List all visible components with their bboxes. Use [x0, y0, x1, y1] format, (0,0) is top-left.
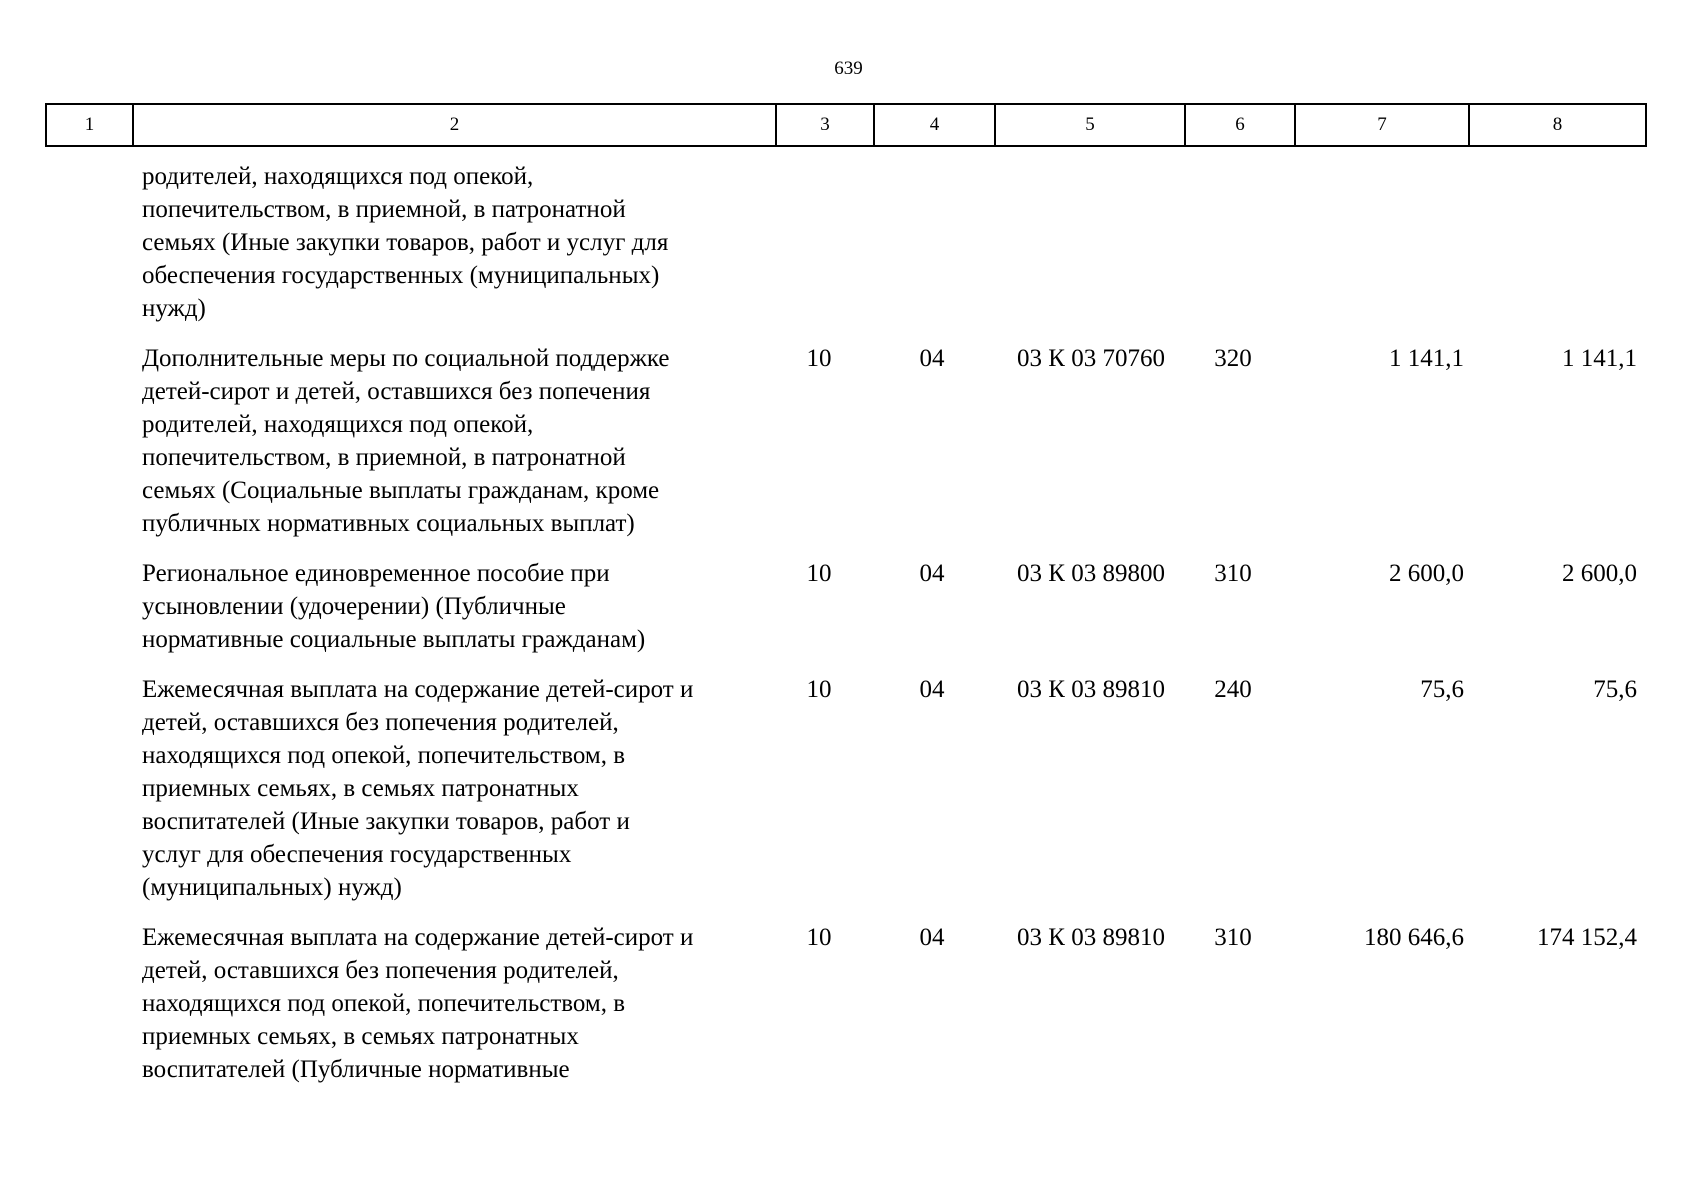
description-line: публичных нормативных социальных выплат) [142, 510, 635, 537]
target-article-cell: 03 К 03 89800 [1017, 560, 1165, 587]
subsection-cell: 04 [919, 560, 945, 587]
expense-type-cell: 320 [1214, 345, 1252, 372]
amount-1-cell: 180 646,6 [1364, 924, 1464, 951]
column-header-5: 5 [995, 104, 1185, 146]
column-header-4: 4 [874, 104, 995, 146]
description-line: находящихся под опекой, попечительством, в [142, 742, 626, 769]
description-line: Региональное единовременное пособие при [142, 560, 610, 587]
section-cell: 10 [806, 345, 832, 372]
amount-1-cell: 2 600,0 [1389, 560, 1464, 587]
expense-type-cell [1187, 160, 1295, 325]
amount-1-cell: 1 141,1 [1389, 345, 1464, 372]
section-cell: 10 [806, 560, 832, 587]
amount-1-cell: 75,6 [1420, 676, 1464, 703]
subsection-cell: 04 [919, 345, 945, 372]
description-line: находящихся под опекой, попечительством, в [142, 990, 626, 1017]
target-article-cell: 03 К 03 89810 [1017, 924, 1165, 951]
target-article-cell [995, 160, 1187, 325]
table-row [45, 921, 1645, 1086]
column-header-1: 1 [46, 104, 133, 146]
description-line: попечительством, в приемной, в патронатной [142, 196, 626, 223]
description-line: семьях (Иные закупки товаров, работ и услуг для [142, 229, 669, 256]
description-line: (муниципальных) нужд) [142, 874, 402, 901]
column-header-2: 2 [133, 104, 776, 146]
page-number: 639 [834, 58, 863, 79]
column-header-6: 6 [1185, 104, 1295, 146]
description-line: обеспечения государственных (муниципальных) [142, 262, 660, 289]
amount-2-cell: 75,6 [1593, 676, 1637, 703]
description-line: детей, оставшихся без попечения родителей, [142, 957, 619, 984]
section-cell [775, 160, 877, 325]
column-header-table [45, 103, 1647, 147]
subsection-cell: 04 [919, 676, 945, 703]
target-article-cell: 03 К 03 70760 [1017, 345, 1165, 372]
description-line: услуг для обеспечения государственных [142, 841, 572, 868]
row-number-cell [45, 160, 132, 325]
description-line: приемных семьях, в семьях патронатных [142, 1023, 579, 1050]
description-line: воспитателей (Публичные нормативные [142, 1056, 570, 1083]
section-cell: 10 [806, 924, 832, 951]
description-line: Ежемесячная выплата на содержание детей-сирот и [142, 924, 694, 951]
description-cell [132, 342, 775, 540]
description-line: усыновлении (удочерении) (Публичные [142, 593, 566, 620]
description-line: воспитателей (Иные закупки товаров, работ и [142, 808, 630, 835]
column-header-row [46, 104, 1646, 146]
expense-type-cell: 310 [1214, 924, 1252, 951]
description-cell [132, 557, 775, 656]
table-row [45, 557, 1645, 656]
subsection-cell: 04 [919, 924, 945, 951]
amount-2-cell: 2 600,0 [1562, 560, 1637, 587]
amount-1-cell [1295, 160, 1472, 325]
description-line: попечительством, в приемной, в патронатной [142, 444, 626, 471]
column-header-7: 7 [1295, 104, 1469, 146]
section-cell: 10 [806, 676, 832, 703]
description-line: семьях (Социальные выплаты гражданам, кроме [142, 477, 660, 504]
table-row [45, 342, 1645, 540]
amount-2-cell: 174 152,4 [1537, 924, 1637, 951]
column-header-8: 8 [1469, 104, 1646, 146]
description-cell [132, 921, 775, 1086]
table-row [45, 160, 1645, 325]
row-number-cell [45, 342, 132, 540]
subsection-cell [877, 160, 995, 325]
description-line: Дополнительные меры по социальной поддержке [142, 345, 670, 372]
expense-type-cell: 310 [1214, 560, 1252, 587]
table-row [45, 673, 1645, 904]
description-line: родителей, находящихся под опекой, [142, 411, 534, 438]
description-line: нормативные социальные выплаты гражданам) [142, 626, 646, 653]
description-cell [132, 673, 775, 904]
description-line: детей, оставшихся без попечения родителей, [142, 709, 619, 736]
table-body [45, 160, 1645, 1103]
description-line: детей-сирот и детей, оставшихся без попечения [142, 378, 651, 405]
target-article-cell: 03 К 03 89810 [1017, 676, 1165, 703]
description-line: родителей, находящихся под опекой, [142, 163, 534, 190]
description-line: Ежемесячная выплата на содержание детей-сирот и [142, 676, 694, 703]
description-line: нужд) [142, 295, 206, 322]
description-line: приемных семьях, в семьях патронатных [142, 775, 579, 802]
description-cell [132, 160, 775, 325]
row-number-cell [45, 673, 132, 904]
expense-type-cell: 240 [1214, 676, 1252, 703]
row-number-cell [45, 921, 132, 1086]
row-number-cell [45, 557, 132, 656]
column-header-3: 3 [776, 104, 874, 146]
amount-2-cell [1472, 160, 1645, 325]
amount-2-cell: 1 141,1 [1562, 345, 1637, 372]
